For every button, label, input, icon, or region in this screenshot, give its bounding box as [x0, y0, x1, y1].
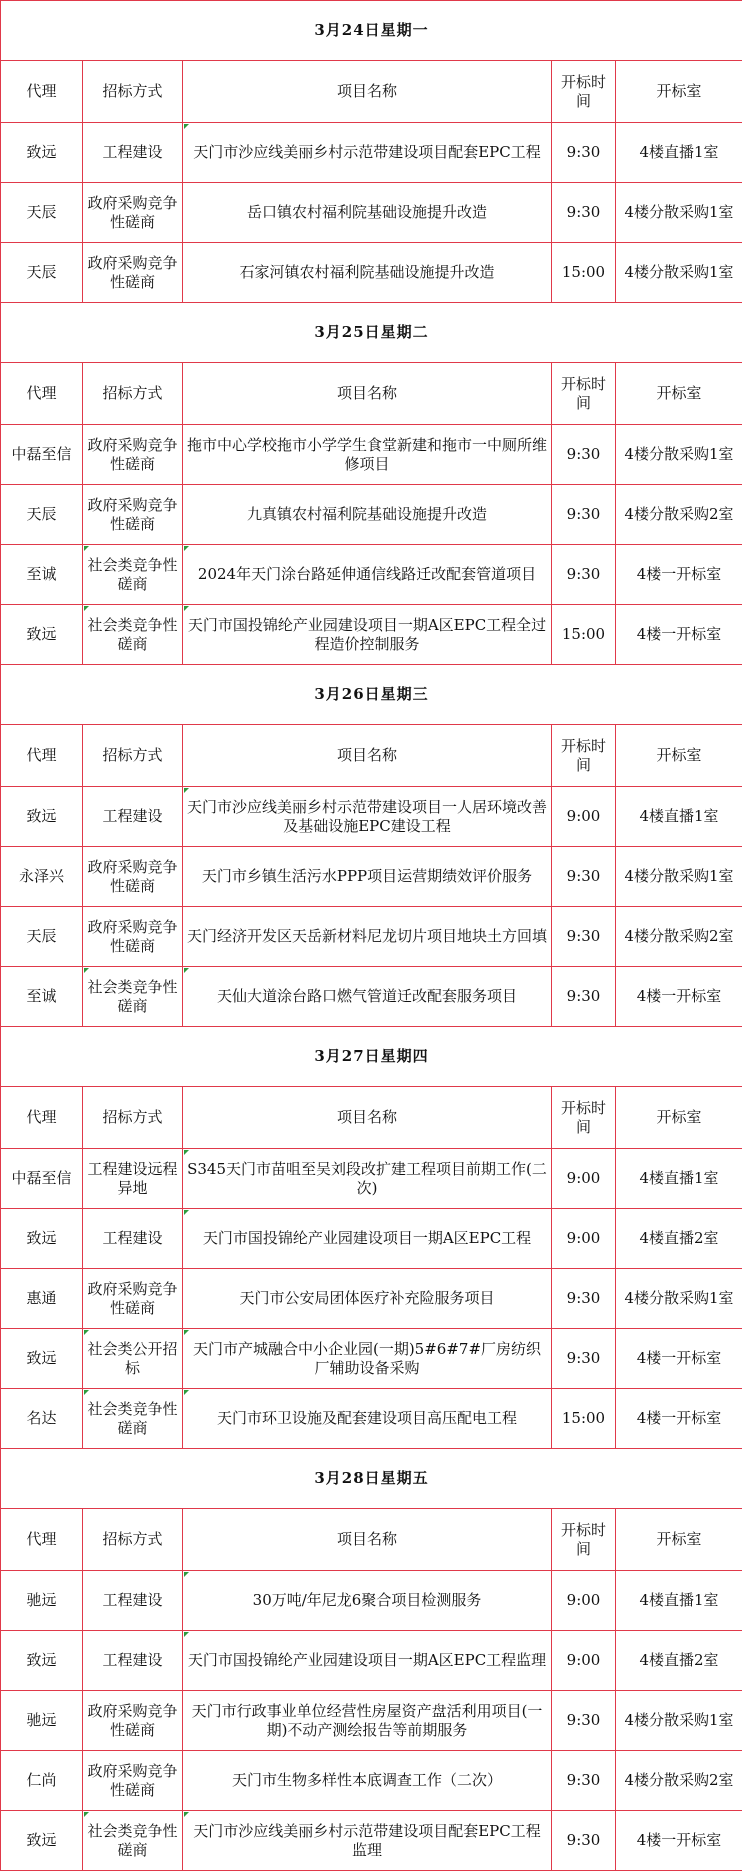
day-header-row — [1, 665, 742, 725]
table-row — [1, 425, 742, 485]
method-cell: 政府采购竞争性磋商 — [83, 425, 183, 485]
method-cell: 社会类竞争性磋商 — [83, 967, 183, 1027]
open-time-cell: 9:30 — [552, 1691, 616, 1751]
header-method: 招标方式 — [83, 1087, 183, 1149]
project-name-cell: 天门市乡镇生活污水PPP项目运营期绩效评价服务 — [183, 847, 552, 907]
table-row — [1, 485, 742, 545]
open-room-cell: 4楼分散采购2室 — [616, 485, 742, 545]
open-time-cell: 15:00 — [552, 243, 616, 303]
open-room-cell: 4楼直播2室 — [616, 1631, 742, 1691]
agent-cell: 致远 — [1, 123, 83, 183]
method-cell: 政府采购竞争性磋商 — [83, 1269, 183, 1329]
open-room-cell: 4楼直播1室 — [616, 1149, 742, 1209]
day-title: 3月28日星期五 — [1, 1449, 742, 1509]
header-open-time: 开标时间 — [552, 725, 616, 787]
header-agent: 代理 — [1, 61, 83, 123]
method-cell: 工程建设 — [83, 1209, 183, 1269]
header-open-time: 开标时间 — [552, 363, 616, 425]
open-time-cell: 9:30 — [552, 485, 616, 545]
project-name-cell: 天门市产城融合中小企业园(一期)5#6#7#厂房纺织厂辅助设备采购 — [183, 1329, 552, 1389]
open-time-cell: 9:00 — [552, 1149, 616, 1209]
method-cell: 政府采购竞争性磋商 — [83, 485, 183, 545]
open-time-cell: 9:00 — [552, 787, 616, 847]
table-row — [1, 787, 742, 847]
schedule-body — [1, 1, 742, 1871]
open-time-cell: 9:00 — [552, 1631, 616, 1691]
agent-cell: 驰远 — [1, 1691, 83, 1751]
open-room-cell: 4楼一开标室 — [616, 1389, 742, 1449]
header-open-time: 开标时间 — [552, 61, 616, 123]
project-name-cell: 天门市公安局团体医疗补充险服务项目 — [183, 1269, 552, 1329]
column-header-row — [1, 1509, 742, 1571]
table-row — [1, 907, 742, 967]
open-time-cell: 15:00 — [552, 605, 616, 665]
method-cell: 工程建设 — [83, 123, 183, 183]
header-open-room: 开标室 — [616, 725, 742, 787]
project-name-cell: 天门市国投锦纶产业园建设项目一期A区EPC工程全过程造价控制服务 — [183, 605, 552, 665]
project-name-cell: 天门经济开发区天岳新材料尼龙切片项目地块土方回填 — [183, 907, 552, 967]
method-cell: 社会类竞争性磋商 — [83, 545, 183, 605]
open-room-cell: 4楼分散采购1室 — [616, 1691, 742, 1751]
table-row — [1, 1329, 742, 1389]
agent-cell: 仁尚 — [1, 1751, 83, 1811]
method-cell: 社会类竞争性磋商 — [83, 1811, 183, 1871]
table-row — [1, 243, 742, 303]
open-time-cell: 15:00 — [552, 1389, 616, 1449]
table-row — [1, 1571, 742, 1631]
column-header-row — [1, 61, 742, 123]
open-room-cell: 4楼分散采购2室 — [616, 907, 742, 967]
open-time-cell: 9:30 — [552, 545, 616, 605]
open-room-cell: 4楼分散采购1室 — [616, 1269, 742, 1329]
header-open-room: 开标室 — [616, 61, 742, 123]
method-cell: 工程建设远程异地 — [83, 1149, 183, 1209]
agent-cell: 天辰 — [1, 907, 83, 967]
day-title: 3月26日星期三 — [1, 665, 742, 725]
header-project-name: 项目名称 — [183, 1509, 552, 1571]
project-name-cell: 天门市国投锦纶产业园建设项目一期A区EPC工程 — [183, 1209, 552, 1269]
header-open-room: 开标室 — [616, 1087, 742, 1149]
header-open-time: 开标时间 — [552, 1087, 616, 1149]
open-room-cell: 4楼分散采购1室 — [616, 425, 742, 485]
open-room-cell: 4楼分散采购2室 — [616, 1751, 742, 1811]
agent-cell: 驰远 — [1, 1571, 83, 1631]
table-row — [1, 1691, 742, 1751]
method-cell: 政府采购竞争性磋商 — [83, 847, 183, 907]
agent-cell: 天辰 — [1, 183, 83, 243]
open-room-cell: 4楼一开标室 — [616, 545, 742, 605]
project-name-cell: 天门市沙应线美丽乡村示范带建设项目配套EPC工程 — [183, 123, 552, 183]
agent-cell: 致远 — [1, 1329, 83, 1389]
project-name-cell: 拖市中心学校拖市小学学生食堂新建和拖市一中厕所维修项目 — [183, 425, 552, 485]
method-cell: 工程建设 — [83, 787, 183, 847]
open-time-cell: 9:30 — [552, 1269, 616, 1329]
agent-cell: 中磊至信 — [1, 425, 83, 485]
header-agent: 代理 — [1, 363, 83, 425]
project-name-cell: 天门市环卫设施及配套建设项目高压配电工程 — [183, 1389, 552, 1449]
column-header-row — [1, 725, 742, 787]
agent-cell: 中磊至信 — [1, 1149, 83, 1209]
header-open-room: 开标室 — [616, 1509, 742, 1571]
open-time-cell: 9:30 — [552, 847, 616, 907]
open-time-cell: 9:30 — [552, 183, 616, 243]
header-project-name: 项目名称 — [183, 61, 552, 123]
method-cell: 政府采购竞争性磋商 — [83, 1751, 183, 1811]
agent-cell: 致远 — [1, 1811, 83, 1871]
method-cell: 社会类竞争性磋商 — [83, 605, 183, 665]
open-time-cell: 9:30 — [552, 967, 616, 1027]
agent-cell: 至诚 — [1, 967, 83, 1027]
agent-cell: 致远 — [1, 1631, 83, 1691]
project-name-cell: 天门市沙应线美丽乡村示范带建设项目配套EPC工程监理 — [183, 1811, 552, 1871]
open-time-cell: 9:00 — [552, 1571, 616, 1631]
method-cell: 政府采购竞争性磋商 — [83, 1691, 183, 1751]
open-room-cell: 4楼一开标室 — [616, 605, 742, 665]
header-method: 招标方式 — [83, 61, 183, 123]
agent-cell: 永泽兴 — [1, 847, 83, 907]
header-method: 招标方式 — [83, 725, 183, 787]
open-room-cell: 4楼直播1室 — [616, 123, 742, 183]
header-open-time: 开标时间 — [552, 1509, 616, 1571]
open-room-cell: 4楼分散采购1室 — [616, 183, 742, 243]
open-room-cell: 4楼分散采购1室 — [616, 243, 742, 303]
project-name-cell: 天门市行政事业单位经营性房屋资产盘活利用项目(一期)不动产测绘报告等前期服务 — [183, 1691, 552, 1751]
method-cell: 社会类竞争性磋商 — [83, 1389, 183, 1449]
agent-cell: 天辰 — [1, 485, 83, 545]
agent-cell: 名达 — [1, 1389, 83, 1449]
project-name-cell: S345天门市苗咀至吴刘段改扩建工程项目前期工作(二次) — [183, 1149, 552, 1209]
table-row — [1, 1751, 742, 1811]
open-room-cell: 4楼一开标室 — [616, 967, 742, 1027]
method-cell: 社会类公开招标 — [83, 1329, 183, 1389]
agent-cell: 至诚 — [1, 545, 83, 605]
open-room-cell: 4楼直播1室 — [616, 1571, 742, 1631]
open-time-cell: 9:30 — [552, 907, 616, 967]
agent-cell: 致远 — [1, 1209, 83, 1269]
project-name-cell: 天门市沙应线美丽乡村示范带建设项目一人居环境改善及基础设施EPC建设工程 — [183, 787, 552, 847]
open-room-cell: 4楼一开标室 — [616, 1329, 742, 1389]
open-room-cell: 4楼分散采购1室 — [616, 847, 742, 907]
method-cell: 政府采购竞争性磋商 — [83, 243, 183, 303]
table-row — [1, 123, 742, 183]
header-method: 招标方式 — [83, 363, 183, 425]
open-room-cell: 4楼直播1室 — [616, 787, 742, 847]
project-name-cell: 2024年天门涂台路延伸通信线路迁改配套管道项目 — [183, 545, 552, 605]
open-time-cell: 9:30 — [552, 1811, 616, 1871]
day-header-row — [1, 1, 742, 61]
table-row — [1, 183, 742, 243]
agent-cell: 天辰 — [1, 243, 83, 303]
project-name-cell: 九真镇农村福利院基础设施提升改造 — [183, 485, 552, 545]
project-name-cell: 30万吨/年尼龙6聚合项目检测服务 — [183, 1571, 552, 1631]
table-row — [1, 1209, 742, 1269]
column-header-row — [1, 363, 742, 425]
header-agent: 代理 — [1, 1509, 83, 1571]
table-row — [1, 1269, 742, 1329]
open-time-cell: 9:30 — [552, 123, 616, 183]
project-name-cell: 天门市生物多样性本底调查工作（二次） — [183, 1751, 552, 1811]
table-row — [1, 605, 742, 665]
table-row — [1, 967, 742, 1027]
header-agent: 代理 — [1, 1087, 83, 1149]
day-title: 3月27日星期四 — [1, 1027, 742, 1087]
agent-cell: 致远 — [1, 605, 83, 665]
open-room-cell: 4楼直播2室 — [616, 1209, 742, 1269]
day-header-row — [1, 1449, 742, 1509]
open-time-cell: 9:30 — [552, 1329, 616, 1389]
day-title: 3月25日星期二 — [1, 303, 742, 363]
open-time-cell: 9:30 — [552, 425, 616, 485]
header-open-room: 开标室 — [616, 363, 742, 425]
agent-cell: 致远 — [1, 787, 83, 847]
method-cell: 工程建设 — [83, 1571, 183, 1631]
day-title: 3月24日星期一 — [1, 1, 742, 61]
table-row — [1, 545, 742, 605]
table-row — [1, 1811, 742, 1871]
table-row — [1, 1631, 742, 1691]
day-header-row — [1, 1027, 742, 1087]
open-time-cell: 9:30 — [552, 1751, 616, 1811]
open-time-cell: 9:00 — [552, 1209, 616, 1269]
header-method: 招标方式 — [83, 1509, 183, 1571]
header-agent: 代理 — [1, 725, 83, 787]
day-header-row — [1, 303, 742, 363]
project-name-cell: 天仙大道涂台路口燃气管道迁改配套服务项目 — [183, 967, 552, 1027]
project-name-cell: 石家河镇农村福利院基础设施提升改造 — [183, 243, 552, 303]
header-project-name: 项目名称 — [183, 363, 552, 425]
table-row — [1, 1149, 742, 1209]
project-name-cell: 岳口镇农村福利院基础设施提升改造 — [183, 183, 552, 243]
method-cell: 政府采购竞争性磋商 — [83, 183, 183, 243]
column-header-row — [1, 1087, 742, 1149]
method-cell: 政府采购竞争性磋商 — [83, 907, 183, 967]
project-name-cell: 天门市国投锦纶产业园建设项目一期A区EPC工程监理 — [183, 1631, 552, 1691]
method-cell: 工程建设 — [83, 1631, 183, 1691]
header-project-name: 项目名称 — [183, 725, 552, 787]
open-room-cell: 4楼一开标室 — [616, 1811, 742, 1871]
header-project-name: 项目名称 — [183, 1087, 552, 1149]
table-row — [1, 1389, 742, 1449]
table-row — [1, 847, 742, 907]
agent-cell: 惠通 — [1, 1269, 83, 1329]
